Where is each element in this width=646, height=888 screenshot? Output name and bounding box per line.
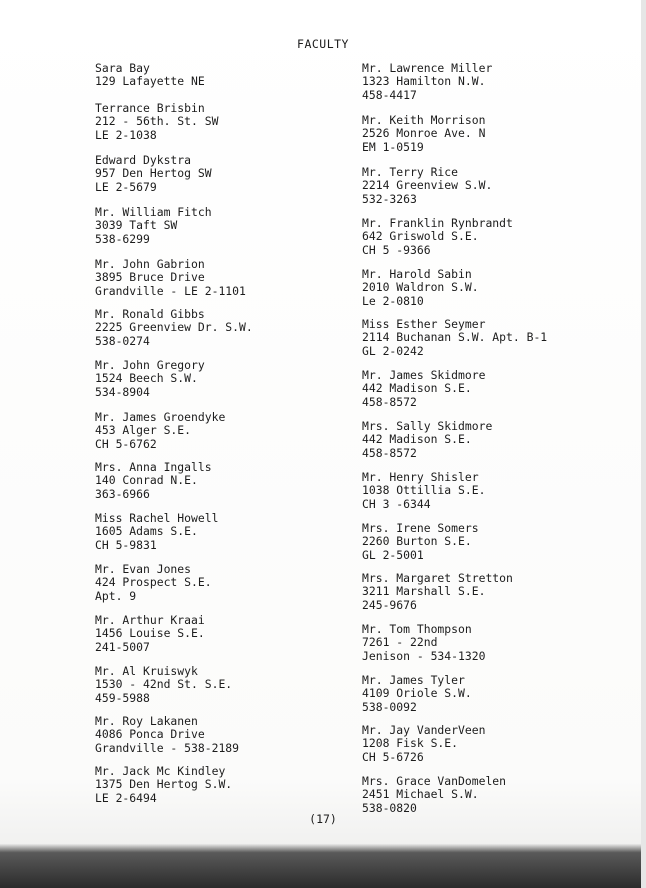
faculty-address: 2451 Michael S.W. [362, 787, 479, 802]
faculty-name: Miss Esther Seymer [362, 317, 486, 331]
faculty-phone: Apt. 9 [95, 588, 137, 603]
faculty-address: 3211 Marshall S.E. [362, 584, 486, 599]
faculty-phone: 538-0092 [362, 699, 417, 714]
faculty-phone: 458-8572 [362, 394, 417, 409]
faculty-entry [95, 614, 205, 654]
faculty-entry [362, 674, 472, 714]
faculty-entry [362, 775, 506, 815]
faculty-address: 2526 Monroe Ave. N [362, 126, 486, 141]
faculty-entry [95, 359, 205, 399]
faculty-phone: 538-0274 [95, 333, 150, 348]
faculty-address: 140 Conrad N.E. [95, 473, 198, 488]
faculty-address: 453 Alger S.E. [95, 423, 192, 438]
faculty-phone: 534-8904 [95, 384, 150, 399]
faculty-address: 1208 Fisk S.E. [362, 736, 459, 751]
faculty-address: 957 Den Hertog SW [95, 166, 212, 181]
faculty-entry [95, 62, 205, 89]
faculty-name: Mr. James Tyler [362, 673, 465, 687]
faculty-phone: Grandville - LE 2-1101 [95, 283, 246, 298]
faculty-name: Terrance Brisbin [95, 101, 205, 115]
faculty-phone: 459-5988 [95, 690, 150, 705]
faculty-phone: LE 2-1038 [95, 127, 157, 142]
faculty-phone: GL 2-5001 [362, 547, 424, 562]
faculty-phone: LE 2-5679 [95, 179, 157, 194]
faculty-phone: 458-8572 [362, 445, 417, 460]
faculty-entry [362, 724, 485, 764]
faculty-name: Mr. Terry Rice [362, 165, 459, 179]
scan-edge [641, 0, 646, 888]
faculty-name: Mr. Henry Shisler [362, 470, 479, 484]
faculty-entry [362, 166, 492, 206]
faculty-name: Mr. Keith Morrison [362, 113, 486, 127]
faculty-name: Edward Dykstra [95, 153, 192, 167]
faculty-name: Mr. Jay VanderVeen [362, 723, 486, 737]
faculty-name: Mrs. Grace VanDomelen [362, 774, 507, 788]
faculty-phone: CH 3 -6344 [362, 496, 431, 511]
faculty-phone: CH 5-6726 [362, 749, 424, 764]
faculty-name: Mr. James Groendyke [95, 410, 226, 424]
faculty-name: Mr. Roy Lakanen [95, 714, 198, 728]
faculty-address: 1038 Ottillia S.E. [362, 483, 486, 498]
faculty-phone: 458-4417 [362, 87, 417, 102]
faculty-address: 642 Griswold S.E. [362, 229, 479, 244]
faculty-address: 1456 Louise S.E. [95, 626, 205, 641]
faculty-name: Mrs. Margaret Stretton [362, 571, 513, 585]
faculty-address: 2260 Burton S.E. [362, 534, 472, 549]
faculty-address: 212 - 56th. St. SW [95, 114, 219, 129]
faculty-phone: CH 5-6762 [95, 436, 157, 451]
faculty-entry [95, 308, 253, 348]
faculty-address: 1323 Hamilton N.W. [362, 74, 486, 89]
faculty-name: Sara Bay [95, 61, 150, 75]
faculty-address: 2010 Waldron S.W. [362, 280, 479, 295]
faculty-name: Mrs. Irene Somers [362, 521, 479, 535]
faculty-name: Mr. Franklin Rynbrandt [362, 216, 513, 230]
faculty-address: 3895 Bruce Drive [95, 270, 205, 285]
faculty-name: Mr. John Gregory [95, 358, 205, 372]
faculty-phone: GL 2-0242 [362, 343, 424, 358]
faculty-entry [362, 318, 547, 358]
faculty-address: 129 Lafayette NE [95, 74, 205, 89]
faculty-phone: Le 2-0810 [362, 293, 424, 308]
faculty-phone: 363-6966 [95, 486, 150, 501]
faculty-entry [95, 665, 232, 705]
faculty-entry [95, 563, 212, 603]
faculty-phone: CH 5-9831 [95, 537, 157, 552]
faculty-entry [362, 114, 485, 154]
faculty-name: Mr. Harold Sabin [362, 267, 472, 281]
faculty-address: 1375 Den Hertog S.W. [95, 777, 233, 792]
faculty-phone: CH 5 -9366 [362, 242, 431, 257]
faculty-name: Mr. William Fitch [95, 205, 212, 219]
faculty-name: Mr. Lawrence Miller [362, 61, 493, 75]
faculty-name: Mrs. Sally Skidmore [362, 419, 493, 433]
faculty-address: 7261 - 22nd [362, 635, 438, 650]
faculty-entry [95, 715, 239, 755]
faculty-entry [362, 62, 492, 102]
faculty-address: 4109 Oriole S.W. [362, 686, 472, 701]
faculty-entry [95, 258, 246, 298]
faculty-entry [95, 206, 212, 246]
faculty-address: 1524 Beech S.W. [95, 371, 198, 386]
faculty-name: Mr. Jack Mc Kindley [95, 764, 226, 778]
faculty-address: 442 Madison S.E. [362, 432, 472, 447]
faculty-phone: 245-9676 [362, 597, 417, 612]
faculty-entry [362, 623, 485, 663]
faculty-name: Mr. Evan Jones [95, 562, 192, 576]
page-number: (17) [309, 812, 337, 826]
faculty-phone: EM 1-0519 [362, 139, 424, 154]
faculty-entry [362, 217, 513, 257]
faculty-phone: Grandville - 538-2189 [95, 740, 240, 755]
faculty-entry [95, 512, 218, 552]
faculty-entry [362, 522, 479, 562]
faculty-phone: 532-3263 [362, 191, 417, 206]
faculty-entry [95, 461, 212, 501]
faculty-address: 442 Madison S.E. [362, 381, 472, 396]
faculty-address: 424 Prospect S.E. [95, 575, 212, 590]
faculty-phone: 241-5007 [95, 639, 150, 654]
page-title: FACULTY [297, 37, 349, 51]
faculty-entry [362, 420, 492, 460]
faculty-entry [362, 369, 485, 409]
faculty-phone: LE 2-6494 [95, 790, 157, 805]
faculty-name: Miss Rachel Howell [95, 511, 219, 525]
faculty-name: Mr. Ronald Gibbs [95, 307, 205, 321]
faculty-address: 2225 Greenview Dr. S.W. [95, 320, 253, 335]
faculty-entry [362, 471, 485, 511]
faculty-address: 1530 - 42nd St. S.E. [95, 677, 233, 692]
faculty-phone: 538-0820 [362, 800, 417, 815]
faculty-address: 1605 Adams S.E. [95, 524, 198, 539]
faculty-entry [362, 572, 513, 612]
faculty-address: 3039 Taft SW [95, 218, 178, 233]
faculty-entry [95, 411, 225, 451]
faculty-name: Mrs. Anna Ingalls [95, 460, 212, 474]
faculty-entry [95, 102, 218, 142]
faculty-address: 2114 Buchanan S.W. Apt. B-1 [362, 330, 548, 345]
faculty-name: Mr. Al Kruiswyk [95, 664, 198, 678]
faculty-phone: Jenison - 534-1320 [362, 648, 486, 663]
faculty-address: 4086 Ponca Drive [95, 727, 205, 742]
faculty-address: 2214 Greenview S.W. [362, 178, 493, 193]
faculty-name: Mr. James Skidmore [362, 368, 486, 382]
faculty-name: Mr. Arthur Kraai [95, 613, 205, 627]
faculty-entry [95, 765, 232, 805]
faculty-phone: 538-6299 [95, 231, 150, 246]
faculty-entry [362, 268, 479, 308]
faculty-entry [95, 154, 212, 194]
faculty-name: Mr. Tom Thompson [362, 622, 472, 636]
faculty-name: Mr. John Gabrion [95, 257, 205, 271]
